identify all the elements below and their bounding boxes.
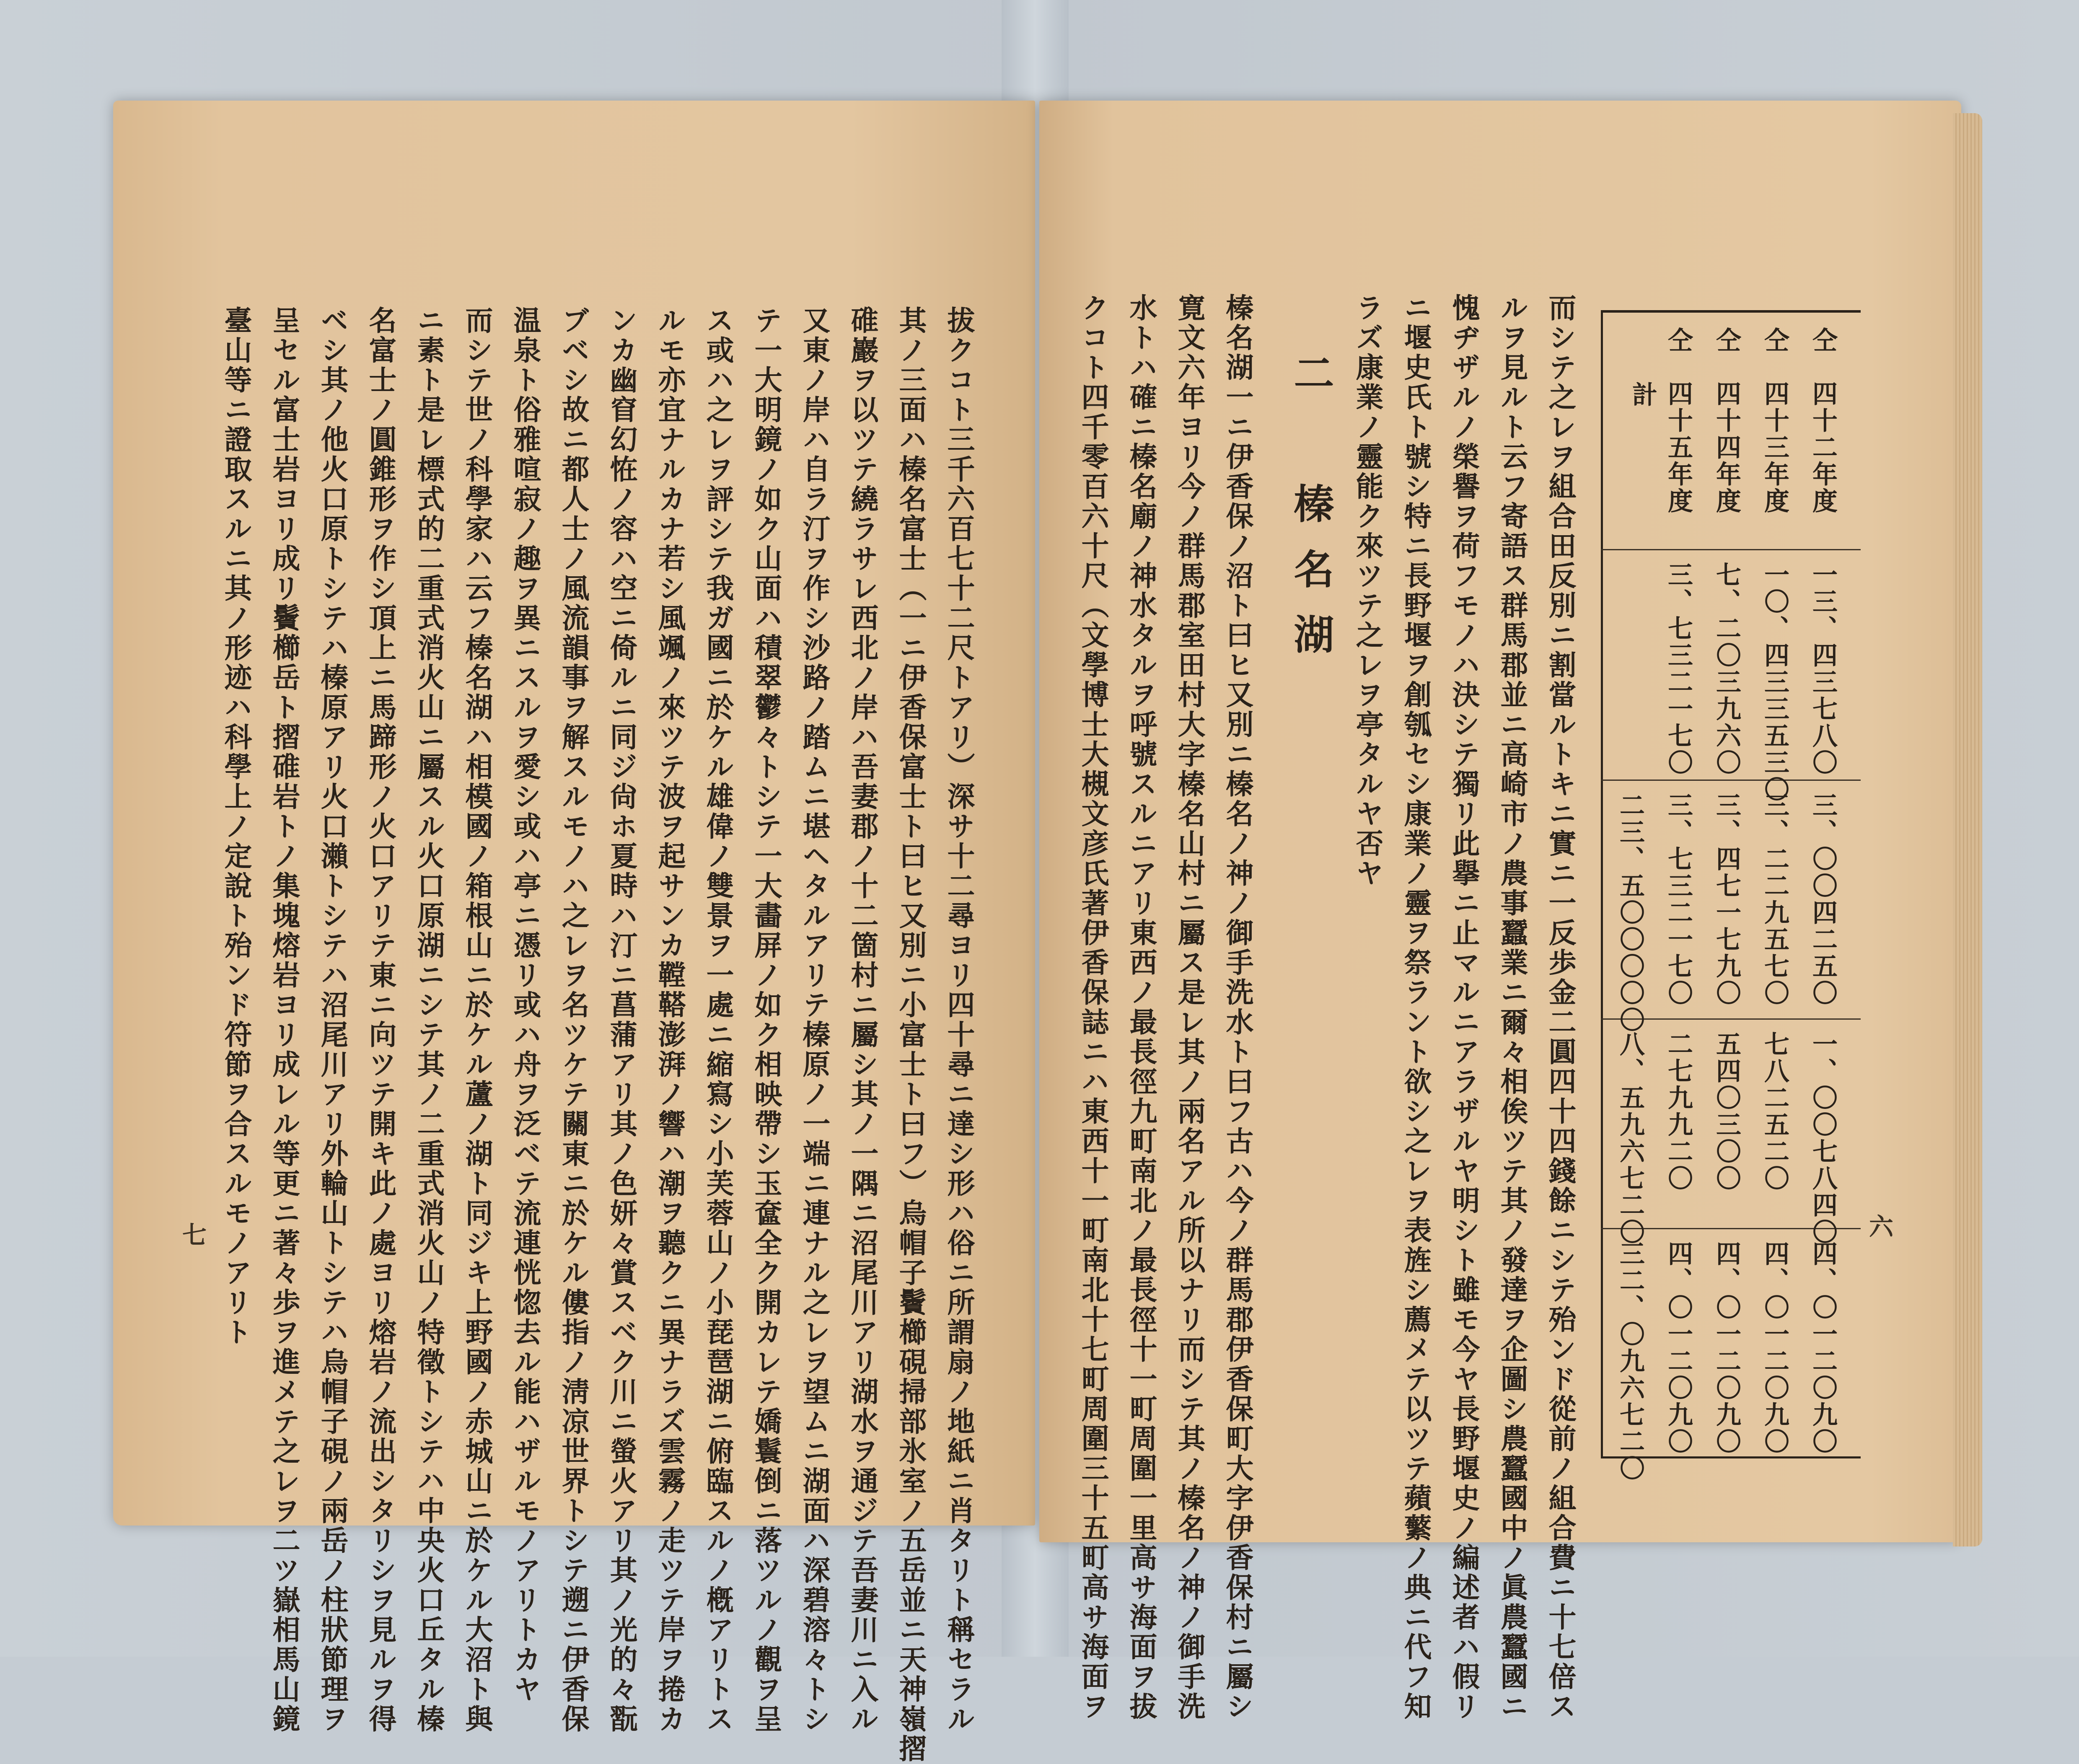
left-text-column-10: 温泉ト俗雅喧寂ノ趣ヲ異ニスルヲ愛シ或ハ亭ニ憑リ或ハ舟ヲ泛ベテ流連恍惚去ル能ハザルモノアリトカヤ: [509, 306, 541, 1704]
table-value: 四、〇一二〇九〇: [1808, 1241, 1838, 1455]
table-value: 三、〇〇四二五〇: [1808, 792, 1838, 1007]
left-text-column-2: 其ノ三面ハ榛名富士（一ニ伊香保富士ト曰ヒ又別ニ小富士ト曰フ）烏帽子鬢櫛硯掃部氷室ノ五岳並ニ天神嶺摺: [894, 306, 927, 1764]
table-rule: [1601, 549, 1861, 550]
left-text-column-9: ブベシ故ニ都人士ノ風流韻事ヲ解スルモノハ之レヲ名ツケテ關東ニ於ケル僂指ノ淸凉世界トシテ遡ニ伊香保: [557, 306, 590, 1734]
table-year-label: 仝 四十三年度: [1760, 327, 1789, 515]
statistics-table: [1601, 310, 1861, 1482]
table-value: 七、二〇三九六〇: [1712, 562, 1741, 776]
table-value: 四、〇一二〇九〇: [1760, 1241, 1789, 1455]
table-total-value: 二三、五〇〇〇〇〇: [1616, 792, 1645, 1034]
table-value: 五四〇三〇〇: [1712, 1031, 1741, 1192]
left-text-column-13: 名富士ノ圓錐形ヲ作シ頂上ニ馬蹄形ノ火口アリテ東ニ向ツテ開キ此ノ處ヨリ熔岩ノ流出シタリシヲ見ルヲ得: [364, 306, 397, 1734]
section-heading: 二 榛名湖: [1287, 352, 1335, 679]
right-text-column-7: 寛文六年ヨリ今ノ群馬郡室田村大字榛名山村ニ屬ス是レ其ノ兩名アル所以ナリ而シテ其ノ榛名ノ神ノ御手洗: [1173, 293, 1206, 1722]
page-number-right: 六: [1869, 1212, 1894, 1241]
left-text-column-11: 而シテ世ノ科學家ハ云フ榛名湖ハ相模國ノ箱根山ニ於ケル蘆ノ湖ト同ジキ上野國ノ赤城山ニ於ケル大沼ト與: [461, 306, 493, 1734]
right-text-column-2: ルヲ見ルト云フ寄語ス群馬郡並ニ高崎市ノ農事蠶業ニ爾々相俟ツテ其ノ發達ヲ企圖シ農蠶國中ノ眞農蠶國ニ: [1496, 293, 1528, 1722]
table-total-value: 三二、〇九六七二〇: [1616, 1241, 1645, 1482]
table-value: 三、二二九五七〇: [1760, 792, 1789, 1007]
left-text-column-5: テ一大明鏡ノ如ク山面ハ積翠鬱々トシテ一大畵屏ノ如ク相映帶シ玉奩全ク開カレテ嬌鬟倒ニ落ツルノ觀ヲ呈: [750, 306, 782, 1734]
table-year-label: 仝 四十五年度: [1664, 327, 1693, 515]
left-text-column-7: ルモ亦宜ナルカナ若シ風颯ノ來ツテ波ヲ起サンカ鞺鞳澎湃ノ響ハ潮ヲ聽クニ異ナラズ雲霧ノ走ツテ岸ヲ捲カ: [653, 306, 686, 1734]
table-total-label: 計: [1628, 381, 1657, 408]
right-text-column-9: クコト四千零百六十尺（文學博士大槻文彦氏著伊香保誌ニハ東西十一町南北十七町周圍三十五町高サ海面ヲ: [1077, 293, 1109, 1722]
table-value: 三、四七一七九〇: [1712, 792, 1741, 1007]
table-year-label: 仝 四十二年度: [1808, 327, 1838, 515]
table-value: 三、七三二一七〇: [1664, 562, 1693, 776]
table-rule: [1601, 780, 1861, 781]
table-left-rule: [1601, 310, 1603, 1458]
right-text-column-5: ラズ康業ノ靈能ク來ツテ之レヲ亭タルヤ否ヤ: [1351, 293, 1384, 888]
left-text-column-15: 呈セル富士岩ヨリ成リ鬢櫛岳ト摺碓岩トノ集塊熔岩ヨリ成レル等更ニ著々歩ヲ進メテ之レヲ二ツ嶽相馬山鏡: [268, 306, 300, 1734]
table-value: 七八二五二〇: [1760, 1031, 1789, 1192]
right-text-column-3: 愧ヂザルノ榮譽ヲ荷フモノハ決シテ獨リ此擧ニ止マルニアラザルヤ明シト雖モ今ヤ長野堰史ノ編述者ハ假リ: [1447, 293, 1480, 1722]
table-value: 四、〇一二〇九〇: [1712, 1241, 1741, 1455]
left-text-column-8: ンカ幽窅幻恠ノ容ハ空ニ倚ルニ同ジ尙ホ夏時ハ汀ニ菖蒲アリ其ノ色妍々賞スベク川ニ螢火アリ其ノ光的々翫: [605, 306, 638, 1734]
table-top-rule: [1601, 310, 1861, 313]
table-total-value: 八、五九六七二〇: [1616, 1031, 1645, 1246]
table-value: 一〇、四三三五三〇: [1760, 562, 1789, 803]
right-text-column-8: 水トハ確ニ榛名廟ノ神水タルヲ呼號スルニアリ東西ノ最長徑九町南北ノ最長徑十一町周圍一里高サ海面ヲ拔: [1125, 293, 1157, 1722]
table-value: 三、七三二一七〇: [1664, 792, 1693, 1007]
right-text-column-1: 而シテ之レヲ組合田反別ニ割當ルトキニ實ニ一反歩金二圓四十四錢餘ニシテ殆ンド從前ノ組合費ニ十七倍ス: [1544, 293, 1577, 1722]
left-text-column-12: ニ素ト是レ標式的二重式消火山ニ屬スル火口原湖ニシテ其ノ二重式消火山ノ特徵トシテハ中央火口丘タル榛: [412, 306, 445, 1734]
left-text-column-1: 拔クコト三千六百七十二尺トアリ）深サ十二尋ヨリ四十尋ニ達シ形ハ俗ニ所謂扇ノ地紙ニ肖タリト稱セラル: [942, 306, 975, 1734]
table-value: 一、〇〇七八四〇: [1808, 1031, 1838, 1246]
page-edges: [1953, 113, 1982, 1546]
table-value: 一三、四三七八〇: [1808, 562, 1838, 776]
right-text-column-4: ニ堰史氏ト號シ特ニ長野堰ヲ創瓠セシ康業ノ靈ヲ祭ラント欲シ之レヲ表旌シ薦メテ以ツテ蘋蘩ノ典ニ代フ知: [1399, 293, 1432, 1722]
left-text-column-6: ス或ハ之レヲ評シテ我ガ國ニ於ケル雄偉ノ雙景ヲ一處ニ縮寫シ小芙蓉山ノ小琵琶湖ニ俯臨スルノ槪アリトス: [702, 306, 734, 1734]
table-value: 二七九九二〇: [1664, 1031, 1693, 1192]
table-value: 四、〇一二〇九〇: [1664, 1241, 1693, 1455]
left-text-column-14: ベシ其ノ他火口原トシテハ榛原アリ火口瀨トシテハ沼尾川アリ外輪山トシテハ烏帽子硯ノ兩岳ノ柱狀節理ヲ: [316, 306, 349, 1734]
page-number-left: 七: [182, 1221, 207, 1249]
left-text-column-16: 臺山等ニ證取スルニ其ノ形迹ハ科學上ノ定說ト殆ンド符節ヲ合スルモノアリト: [220, 306, 252, 1347]
table-year-label: 仝 四十四年度: [1712, 327, 1741, 515]
right-text-column-6: 榛名湖一ニ伊香保ノ沼ト曰ヒ又別ニ榛名ノ神ノ御手洗水ト曰フ古ハ今ノ群馬郡伊香保町大字伊香保村ニ屬シ: [1221, 293, 1254, 1722]
left-text-column-3: 碓巖ヲ以ツテ繞ラサレ西北ノ岸ハ吾妻郡ノ十二箇村ニ屬シ其ノ一隅ニ沼尾川アリ湖水ヲ通ジテ吾妻川ニ入ル: [846, 306, 879, 1734]
left-text-column-4: 又東ノ岸ハ自ラ汀ヲ作シ沙路ノ踏ムニ堪ヘタルアリテ榛原ノ一端ニ連ナル之レヲ望ムニ湖面ハ深碧溶々トシ: [798, 306, 831, 1734]
